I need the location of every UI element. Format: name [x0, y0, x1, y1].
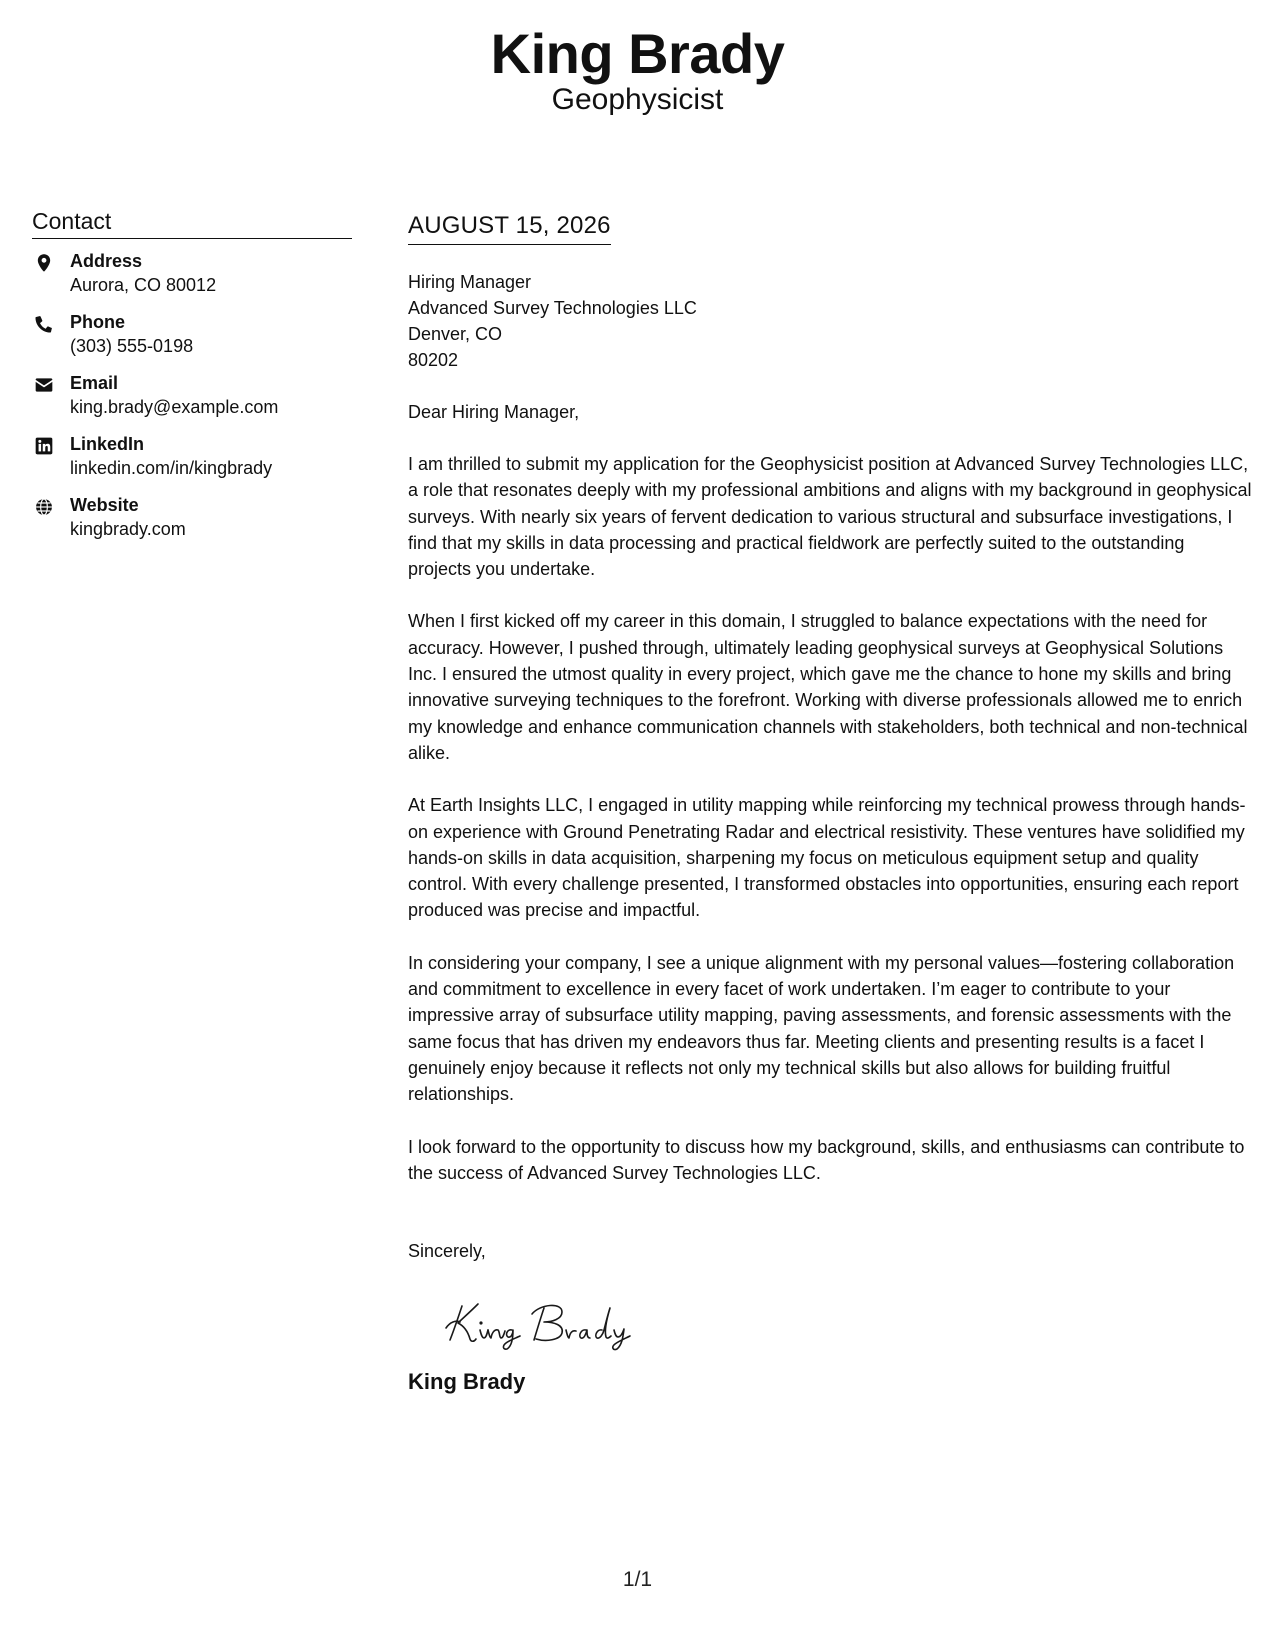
recipient-line: 80202 [408, 350, 459, 370]
contact-sidebar [32, 206, 352, 554]
contact-value-phone: (303) 555-0198 [70, 336, 194, 356]
letter-date: AUGUST 15, 2026 [408, 210, 611, 245]
contact-item-linkedin [32, 432, 352, 480]
contact-label-website: Website [70, 495, 139, 515]
letter-paragraph: In considering your company, I see a unique alignment with my personal values—fostering collaboration and commitment to excellence in every facet of work undertaken. I’m eager to contribute to your impressive array of subsurface utility mapping, paving assessments, and forensic assessments with the same focus that has driven my endeavors thus far. Meeting clients and presenting results is a facet I genuinely enjoy because it reflects not only my technical skills but also allows for building fruitful relationships. [408, 952, 1235, 1105]
letter-paragraph: I look forward to the opportunity to discuss how my background, skills, and enthusiasms can contribute to the success of Advanced Survey Technologies LLC. [408, 1136, 1245, 1183]
contact-label-address: Address [70, 251, 143, 271]
contact-value-linkedin: linkedin.com/in/kingbrady [70, 458, 273, 478]
closing: Sincerely, [408, 1241, 486, 1262]
page-number: 1/1 [622, 1568, 653, 1591]
applicant-name: King Brady [490, 22, 785, 85]
contact-heading: Contact [32, 206, 352, 239]
letter-paragraph: At Earth Insights LLC, I engaged in utility mapping while reinforcing my technical prowess through hands-on experience with Ground Penetrating Radar and electrical resistivity. These ventures have solidified my hands-on skills in data acquisition, sharpening my focus on meticulous equipment setup and quality control. With every challenge presented, I transformed obstacles into opportunities, ensuring each report produced was precise and impactful. [408, 795, 1246, 921]
map-pin-icon [32, 249, 70, 275]
letter-paragraph: I am thrilled to submit my application for the Geophysicist position at Advanced Survey Technologies LLC, a role that resonates deeply with my professional ambitions and aligns with my background in geophysical surveys. With nearly six years of fervent dedication to various structural and subsurface investigations, I find that my skills in data processing and practical fieldwork are perfectly suited to the outstanding projects you undertake. [408, 454, 1252, 580]
contact-item-phone [32, 310, 352, 358]
contact-label-email: Email [70, 373, 119, 393]
contact-value-address: Aurora, CO 80012 [70, 275, 217, 295]
salutation: Dear Hiring Manager, [408, 402, 580, 422]
recipient-line: Advanced Survey Technologies LLC [408, 298, 697, 318]
recipient-line: Hiring Manager [408, 272, 532, 292]
signer-name: King Brady [408, 1369, 526, 1395]
phone-icon [32, 310, 70, 336]
applicant-title: Geophysicist [551, 83, 724, 116]
globe-icon [32, 493, 70, 519]
recipient-line: Denver, CO [408, 324, 503, 344]
signature-image [440, 1292, 640, 1352]
contact-label-linkedin: LinkedIn [70, 434, 145, 454]
contact-item-address [32, 249, 352, 297]
contact-label-phone: Phone [70, 312, 126, 332]
letter-header [0, 22, 1275, 118]
contact-value-email: king.brady@example.com [70, 397, 279, 417]
contact-value-website: kingbrady.com [70, 519, 186, 539]
envelope-icon [32, 371, 70, 397]
letter-paragraph: When I first kicked off my career in this domain, I struggled to balance expectations with the need for accuracy. However, I pushed through, ultimately leading geophysical surveys at Geophysical Solutions Inc. I ensured the utmost quality in every project, which gave me the chance to hone my skills and bring innovative surveying techniques to the forefront. Working with diverse professionals allowed me to enrich my knowledge and enhance communication channels with stakeholders, both technical and non-technical alike. [408, 611, 1248, 763]
recipient-block [408, 269, 1252, 373]
linkedin-icon [32, 432, 70, 458]
contact-item-email [32, 371, 352, 419]
letter-body [408, 210, 1252, 1396]
contact-item-website [32, 493, 352, 541]
